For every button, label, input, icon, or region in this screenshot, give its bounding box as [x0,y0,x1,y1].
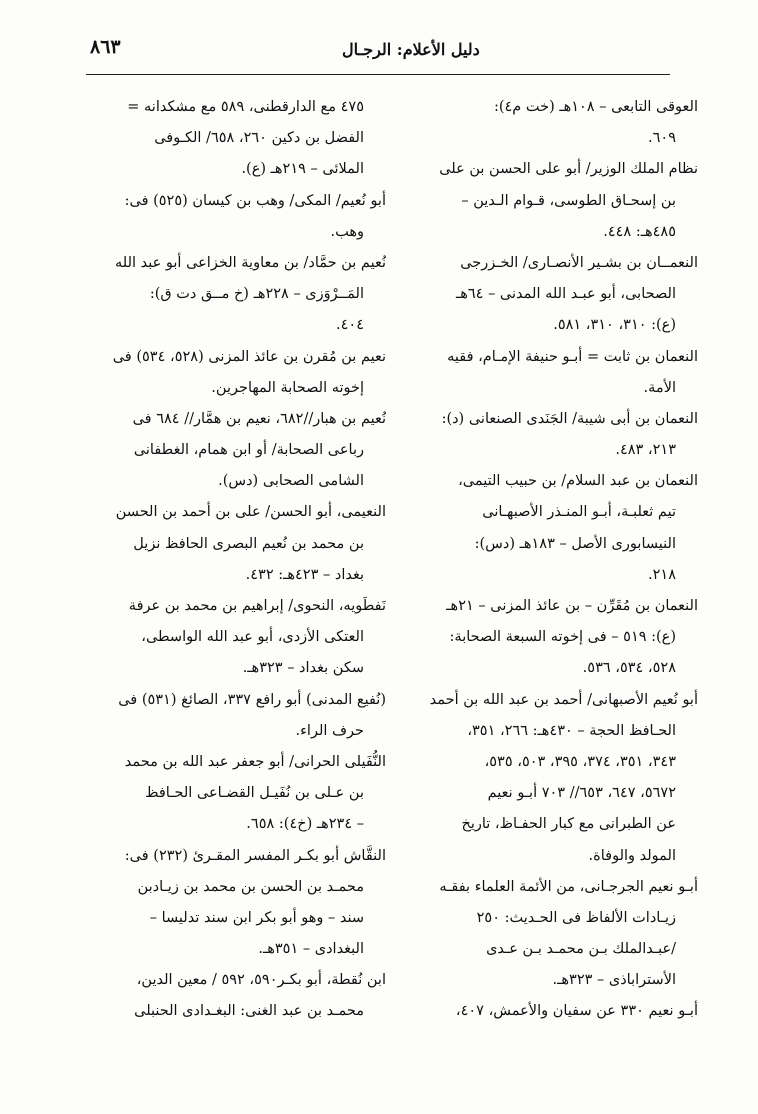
text-line: النعمان بن ثابت = أبـو حنيفة الإمـام، فقيه [447,348,698,365]
text-line: الملائى – ٢١٩هـ (ع). [241,161,364,178]
text-line: الحـافظ الحجة – ٤٣٠هـ: ٢٦٦، ٣٥١، [467,722,676,739]
text-line: ٦٠٩. [648,130,676,147]
text-line: بن عـلى بن نُفَيـل القضـاعى الحـافظ [145,785,364,802]
text-line: بغداد – ٤٢٣هـ: ٤٣٢. [245,566,364,583]
text-line: ٥٦٧٢، ٦٤٧، ٦٥٣// ٧٠٣ أبـو نعيم [487,785,676,802]
text-line: ٤٧٥ مع الدارقطنى، ٥٨٩ مع مشكدانه = [127,99,364,115]
left-column [80,92,386,1028]
text-line: ٤٠٤. [336,317,364,334]
text-line: ٢١٣، ٤٨٣. [615,442,676,459]
text-line: النعيمى، أبو الحسن/ على بن أحمد بن الحسن [115,504,386,521]
text-line: النعمــان بن بشـير الأنصـارى/ الخـزرجى [460,254,698,271]
text-line: بن إسحـاق الطوسى، قـوام الـدين – [461,192,676,209]
text-line: النعمان بن أبى شيبة/ الجَنَدى الصنعانى (د): [441,410,698,427]
text-line: (نُفيع المدنى) أبو رافع ٣٣٧، الصائغ (٥٣١) فى [118,691,386,708]
text-line: (ع): ٥١٩ – فى إخوته السبعة الصحابة: [449,629,676,646]
text-line: – ٢٣٤هـ (خ٤): ٦٥٨. [246,816,364,833]
text-line: رباعى الصحابة/ أو ابن همام، الغطفانى [133,442,364,459]
text-line: ٢١٨. [648,566,676,583]
text-line: العتكى الأزدى، أبو عبد الله الواسطى، [141,629,364,646]
text-line: نعيم بن مُقرن بن عائذ المزنى (٥٢٨، ٥٣٤) فى [112,348,386,365]
text-line: البغدادى – ٣٥١هـ. [258,941,364,958]
text-line: حرف الراء. [295,722,364,739]
text-line: أبـو نعيم ٣٣٠ عن سفيان والأعمش، ٤٠٧، [455,1003,698,1020]
text-line: وهب. [330,223,364,240]
text-line: محمـد بن عبد الغنى: البغـدادى الحنبلى [134,1003,364,1020]
text-line: الفضل بن دكين ٢٦٠، ٦٥٨/ الكـوفى [154,130,364,147]
text-line: النعمان بن مُقَرِّن – بن عائذ المزنى – ٢١هـ [446,598,698,614]
text-line: النقَّاش أبو بكـر المفسر المقـرئ (٢٣٢) فى: [124,847,386,864]
text-line: نُعيم بن حمَّاد/ بن معاوية الخزاعى أبو عبد الله [115,254,386,271]
text-line: ٣٤٣، ٣٥١، ٣٧٤، ٣٩٥، ٥٠٣، ٥٣٥، [484,753,676,770]
text-line: أبو نُعيم/ المكى/ وهب بن كيسان (٥٢٥) فى: [124,192,386,209]
text-line: محمـد بن الحسن بن محمد بن زيـادبن [137,878,364,895]
text-line: نظام الملك الوزير/ أبو على الحسن بن على [439,161,698,178]
text-line: نُعيم بن هبار//٦٨٢، نعيم بن همَّار// ٦٨٤ فى [132,410,386,427]
text-line: المَــرْوَزى – ٢٢٨هـ (خ مــق دت ق): [149,286,364,303]
text-line: أبو نُعيم الأصبهانى/ أحمد بن عبد الله بن أحمد [429,691,698,708]
text-line: الأمة. [643,379,676,396]
running-title: دليل الأعلام: الرجـال [342,40,480,59]
page-header [86,32,670,75]
text-line: الصحابى، أبو عبـد الله المدنى – ٦٤هـ [455,286,676,303]
text-line: تيم ثعلبـة، أبـو المنـذر الأصبهـانى [482,504,676,521]
text-line: الأستراباذى – ٣٢٣هـ. [552,972,676,989]
text-line: النيسابورى الأصل – ١٨٣هـ (دس): [474,535,676,552]
text-line: عن الطبرانى مع كبار الحفـاظ، تاريخ [461,816,676,833]
right-column [410,92,698,1028]
text-line: النُّفَيلى الحرانى/ أبو جعفر عبد الله بن محمد [124,753,386,770]
text-line: المولد والوفاة. [588,847,676,864]
page-number: ٨٦٣ [90,36,121,58]
text-line: النعمان بن عبد السلام/ بن حبيب التيمى، [458,473,698,490]
text-line: نَفطَويه، النحوى/ إبراهيم بن محمد بن عرفة [128,598,386,614]
text-line: سند – وهو أبو بكر ابن سند تدليسا – [149,909,364,926]
text-line: إخوته الصحابة المهاجرين. [211,379,364,396]
text-line: /عبـدالملك بـن محمـد بـن عـدى [486,941,676,958]
text-line: ٥٢٨، ٥٣٤، ٥٣٦. [582,660,676,677]
text-line: أبـو نعيم الجرجـانى، من الأئمة العلماء بفقـه [439,878,698,895]
text-line: العوقى التابعى – ١٠٨هـ (خت م٤): [493,99,698,115]
text-line: (ع): ٣١٠، ٣١٠، ٥٨١. [553,317,676,334]
text-line: سكن بغداد – ٣٢٣هـ. [242,660,364,677]
text-line: ابن نُقطة، أبو بكـر٥٩٠، ٥٩٢ / معين الدين، [136,972,386,989]
text-line: الشامى الصحابى (دس). [218,473,364,490]
text-line: زيـادات الألفاظ فى الحـديث: ٢٥٠ [476,909,676,926]
text-line: ٤٨٥هـ: ٤٤٨. [603,223,676,240]
text-line: بن محمد بن نُعيم البصرى الحافظ نزيل [133,535,364,552]
